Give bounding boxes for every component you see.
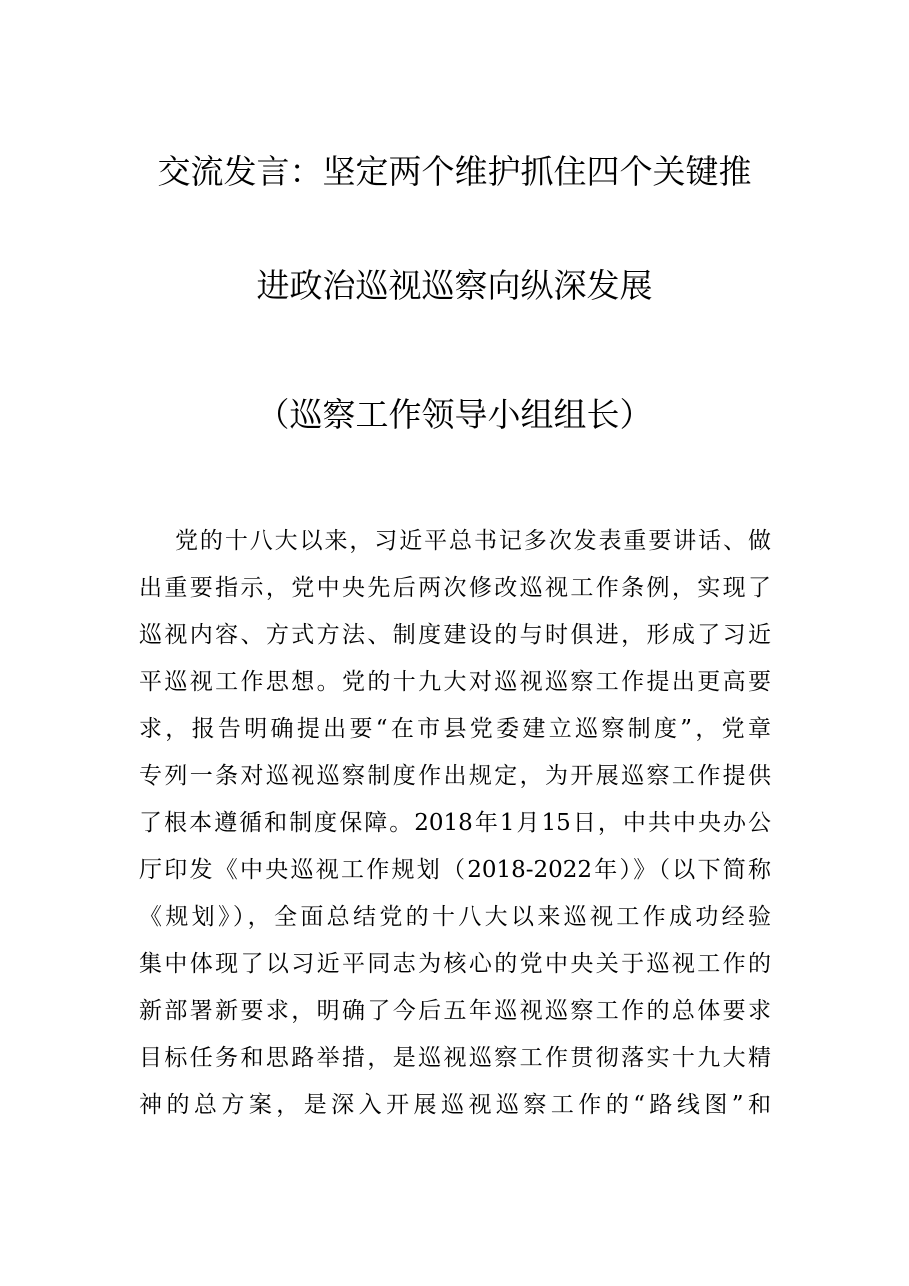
body-line: 集中体现了以习近平同志为核心的党中央关于巡视工作的 <box>139 951 771 977</box>
document-title-line-2: 进政治巡视巡察向纵深发展 <box>256 266 653 305</box>
body-line: 《规划》），全面总结党的十八大以来巡视工作成功经验 <box>139 904 771 930</box>
body-line: 厅印发《中央巡视工作规划（2018-2022年）》（以下简称 <box>139 857 771 883</box>
body-line: 巡视内容、方式方法、制度建设的与时俱进，形成了习近 <box>139 622 771 648</box>
body-line: 平巡视工作思想。党的十九大对巡视巡察工作提出更高要 <box>139 669 771 695</box>
body-line: 神的总方案，是深入开展巡视巡察工作的“路线图”和 <box>139 1092 771 1118</box>
body-line: 专列一条对巡视巡察制度作出规定，为开展巡察工作提供 <box>139 763 771 789</box>
body-line: 目标任务和思路举措，是巡视巡察工作贯彻落实十九大精 <box>139 1045 771 1071</box>
document-title-line-1: 交流发言：坚定两个维护抓住四个关键推 <box>157 152 752 191</box>
body-line: 求，报告明确提出要“在市县党委建立巡察制度”，党章 <box>139 716 771 742</box>
body-line: 出重要指示，党中央先后两次修改巡视工作条例，实现了 <box>139 575 771 601</box>
body-line: 了根本遵循和制度保障。2018年1月15日，中共中央办公 <box>139 810 771 836</box>
document-subtitle: （巡察工作领导小组组长） <box>256 395 653 434</box>
body-line: 新部署新要求，明确了今后五年巡视巡察工作的总体要求 <box>139 998 771 1024</box>
body-line: 党的十八大以来，习近平总书记多次发表重要讲话、做 <box>175 528 771 554</box>
